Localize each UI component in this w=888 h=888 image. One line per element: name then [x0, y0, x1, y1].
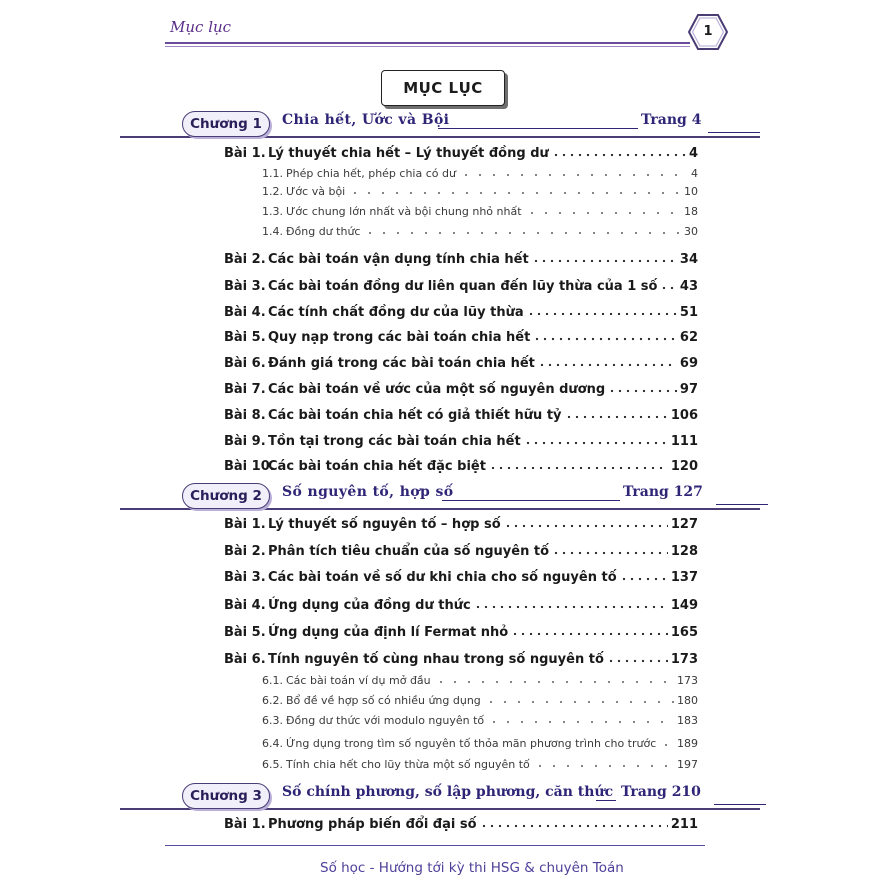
toc-entry[interactable] — [224, 330, 698, 348]
dot-leader — [484, 700, 674, 704]
entry-title: Các bài toán vận dụng tính chia hết — [268, 252, 529, 267]
toc-subentry[interactable] — [262, 185, 698, 203]
entry-number: Bài 2. — [224, 252, 266, 267]
toc-title: MỤC LỤC — [381, 70, 505, 106]
entry-number: Bài 2. — [224, 544, 266, 559]
chapter-title: Số chính phương, số lập phương, căn thức — [282, 784, 614, 800]
subentry-title: Tính chia hết cho lũy thừa một số nguyên tố — [286, 758, 530, 771]
dot-leader — [511, 632, 668, 636]
toc-entry[interactable] — [224, 459, 698, 477]
chapter-page: Trang 127 — [620, 484, 706, 500]
dot-leader — [487, 720, 674, 724]
dot-leader — [608, 389, 677, 393]
entry-page: 51 — [679, 305, 698, 320]
entry-page: 4 — [688, 146, 698, 161]
entry-number: Bài 6. — [224, 356, 266, 371]
toc-entry[interactable] — [224, 356, 698, 374]
entry-page: 34 — [679, 252, 698, 267]
dot-leader — [525, 211, 681, 215]
toc-entry[interactable] — [224, 382, 698, 400]
chapter-label: Chương 1 — [182, 111, 270, 137]
subentry-page: 197 — [677, 758, 698, 771]
subentry-title: Bổ đề về hợp số có nhiều ứng dụng — [286, 694, 481, 707]
entry-title: Phân tích tiêu chuẩn của số nguyên tố — [268, 544, 550, 559]
entry-page: 137 — [670, 570, 698, 585]
chapter-tail-rule — [714, 804, 766, 805]
chapter-leader — [596, 800, 616, 801]
toc-entry[interactable] — [224, 625, 698, 643]
subentry-title: Ước và bội — [286, 185, 346, 198]
entry-number: Bài 5. — [224, 625, 266, 640]
subentry-number: 6.4. — [262, 737, 283, 750]
entry-number: Bài 7. — [224, 382, 266, 397]
chapter-label: Chương 2 — [182, 483, 270, 509]
entry-title: Ứng dụng của định lí Fermat nhỏ — [268, 625, 509, 640]
subentry-title: Đồng dư thức với modulo nguyên tố — [286, 714, 485, 727]
entry-title: Các tính chất đồng dư của lũy thừa — [268, 305, 524, 320]
entry-title: Các bài toán về số dư khi chia cho số nguyên tố — [268, 570, 617, 585]
dot-leader — [532, 259, 677, 263]
entry-title: Phương pháp biến đổi đại số — [268, 817, 477, 832]
dot-leader — [504, 524, 668, 528]
entry-page: 128 — [670, 544, 698, 559]
entry-number: Bài 3. — [224, 279, 266, 294]
entry-number: Bài 4. — [224, 305, 266, 320]
subentry-page: 183 — [677, 714, 698, 727]
entry-number: Bài 6. — [224, 652, 266, 667]
dot-leader — [363, 231, 681, 235]
page-number: 1 — [703, 24, 713, 39]
entry-page: 127 — [670, 517, 698, 532]
chapter-title: Chia hết, Ước và Bội — [282, 112, 450, 128]
entry-number: Bài 3. — [224, 570, 266, 585]
chapter-label: Chương 3 — [182, 783, 270, 809]
dot-leader — [565, 415, 668, 419]
subentry-page: 30 — [684, 225, 698, 238]
toc-entry[interactable] — [224, 279, 698, 297]
toc-entry[interactable] — [224, 305, 698, 323]
entry-number: Bài 10. — [224, 459, 275, 474]
entry-title: Các bài toán chia hết có giả thiết hữu tỷ — [268, 408, 562, 423]
dot-leader — [659, 743, 674, 747]
subentry-page: 4 — [691, 167, 698, 180]
dot-leader — [474, 605, 668, 609]
entry-title: Các bài toán chia hết đặc biệt — [268, 459, 486, 474]
entry-number: Bài 5. — [224, 330, 266, 345]
entry-page: 111 — [670, 434, 698, 449]
chapter-header-1 — [120, 110, 760, 140]
subentry-page: 180 — [677, 694, 698, 707]
subentry-page: 18 — [684, 205, 698, 218]
dot-leader — [527, 312, 677, 316]
entry-title: Tồn tại trong các bài toán chia hết — [268, 434, 521, 449]
dot-leader — [480, 824, 668, 828]
subentry-page: 189 — [677, 737, 698, 750]
toc-entry[interactable] — [224, 544, 698, 562]
toc-entry[interactable] — [224, 817, 698, 835]
entry-page: 165 — [670, 625, 698, 640]
subentry-number: 1.3. — [262, 205, 283, 218]
dot-leader — [552, 153, 686, 157]
subentry-number: 1.2. — [262, 185, 283, 198]
toc-entry[interactable] — [224, 517, 698, 535]
subentry-number: 6.1. — [262, 674, 283, 687]
toc-subentry[interactable] — [262, 167, 698, 185]
toc-subentry[interactable] — [262, 225, 698, 243]
subentry-title: Ước chung lớn nhất và bội chung nhỏ nhất — [286, 205, 522, 218]
subentry-title: Các bài toán ví dụ mở đầu — [286, 674, 431, 687]
entry-title: Các bài toán đồng dư liên quan đến lũy thừa của 1 số — [268, 279, 658, 294]
entry-number: Bài 1. — [224, 146, 266, 161]
chapter-title: Số nguyên tố, hợp số — [282, 484, 454, 500]
entry-number: Bài 1. — [224, 817, 266, 832]
footer-rule — [165, 845, 705, 846]
entry-page: 211 — [670, 817, 698, 832]
subentry-title: Phép chia hết, phép chia có dư — [286, 167, 456, 180]
dot-leader — [538, 363, 677, 367]
toc-entry[interactable] — [224, 570, 698, 588]
entry-page: 62 — [679, 330, 698, 345]
entry-title: Lý thuyết số nguyên tố – hợp số — [268, 517, 501, 532]
dot-leader — [489, 466, 668, 470]
entry-page: 69 — [679, 356, 698, 371]
toc-subentry[interactable] — [262, 737, 698, 755]
subentry-title: Ứng dụng trong tìm số nguyên tố thỏa mãn phương trình cho trước — [286, 737, 657, 750]
subentry-number: 6.5. — [262, 758, 283, 771]
toc-subentry[interactable] — [262, 205, 698, 223]
subentry-page: 173 — [677, 674, 698, 687]
entry-title: Ứng dụng của đồng dư thức — [268, 598, 471, 613]
header-label: Mục lục — [170, 18, 232, 36]
header-rule — [165, 42, 690, 44]
footer-text: Số học - Hướng tới kỳ thi HSG & chuyên Toán — [320, 860, 624, 876]
entry-page: 106 — [670, 408, 698, 423]
toc-entry[interactable] — [224, 408, 698, 426]
entry-page: 149 — [670, 598, 698, 613]
entry-number: Bài 4. — [224, 598, 266, 613]
dot-leader — [533, 337, 677, 341]
subentry-number: 6.2. — [262, 694, 283, 707]
header-rule-thin — [165, 46, 690, 47]
entry-title: Lý thuyết chia hết – Lý thuyết đồng dư — [268, 146, 549, 161]
dot-leader — [434, 680, 674, 684]
entry-title: Các bài toán về ước của một số nguyên dương — [268, 382, 606, 397]
toc-subentry[interactable] — [262, 694, 698, 712]
chapter-tail-rule — [716, 504, 768, 505]
entry-number: Bài 8. — [224, 408, 266, 423]
entry-page: 97 — [679, 382, 698, 397]
chapter-tail-rule — [708, 132, 760, 133]
entry-number: Bài 1. — [224, 517, 266, 532]
dot-leader — [620, 577, 668, 581]
toc-subentry[interactable] — [262, 758, 698, 776]
dot-leader — [348, 191, 681, 195]
subentry-number: 6.3. — [262, 714, 283, 727]
entry-page: 173 — [670, 652, 698, 667]
chapter-header-3 — [120, 782, 760, 812]
subentry-title: Đồng dư thức — [286, 225, 361, 238]
chapter-leader — [442, 500, 620, 501]
toc-entry[interactable] — [224, 146, 698, 164]
chapter-header-2 — [120, 482, 760, 512]
dot-leader — [459, 173, 688, 177]
chapter-leader — [438, 128, 638, 129]
dot-leader — [524, 441, 668, 445]
dot-leader — [552, 551, 668, 555]
toc-entry[interactable] — [224, 652, 698, 670]
toc-subentry[interactable] — [262, 714, 698, 732]
chapter-page: Trang 4 — [638, 112, 704, 128]
toc-entry[interactable] — [224, 598, 698, 616]
entry-title: Đánh giá trong các bài toán chia hết — [268, 356, 535, 371]
toc-entry[interactable] — [224, 434, 698, 452]
entry-page: 120 — [670, 459, 698, 474]
entry-page: 43 — [679, 279, 698, 294]
entry-title: Quy nạp trong các bài toán chia hết — [268, 330, 531, 345]
entry-number: Bài 9. — [224, 434, 266, 449]
entry-title: Tính nguyên tố cùng nhau trong số nguyên tố — [268, 652, 604, 667]
dot-leader — [533, 764, 674, 768]
toc-entry[interactable] — [224, 252, 698, 270]
subentry-number: 1.1. — [262, 167, 283, 180]
dot-leader — [660, 286, 676, 290]
chapter-page: Trang 210 — [618, 784, 704, 800]
subentry-page: 10 — [684, 185, 698, 198]
dot-leader — [607, 659, 668, 663]
subentry-number: 1.4. — [262, 225, 283, 238]
toc-subentry[interactable] — [262, 674, 698, 692]
